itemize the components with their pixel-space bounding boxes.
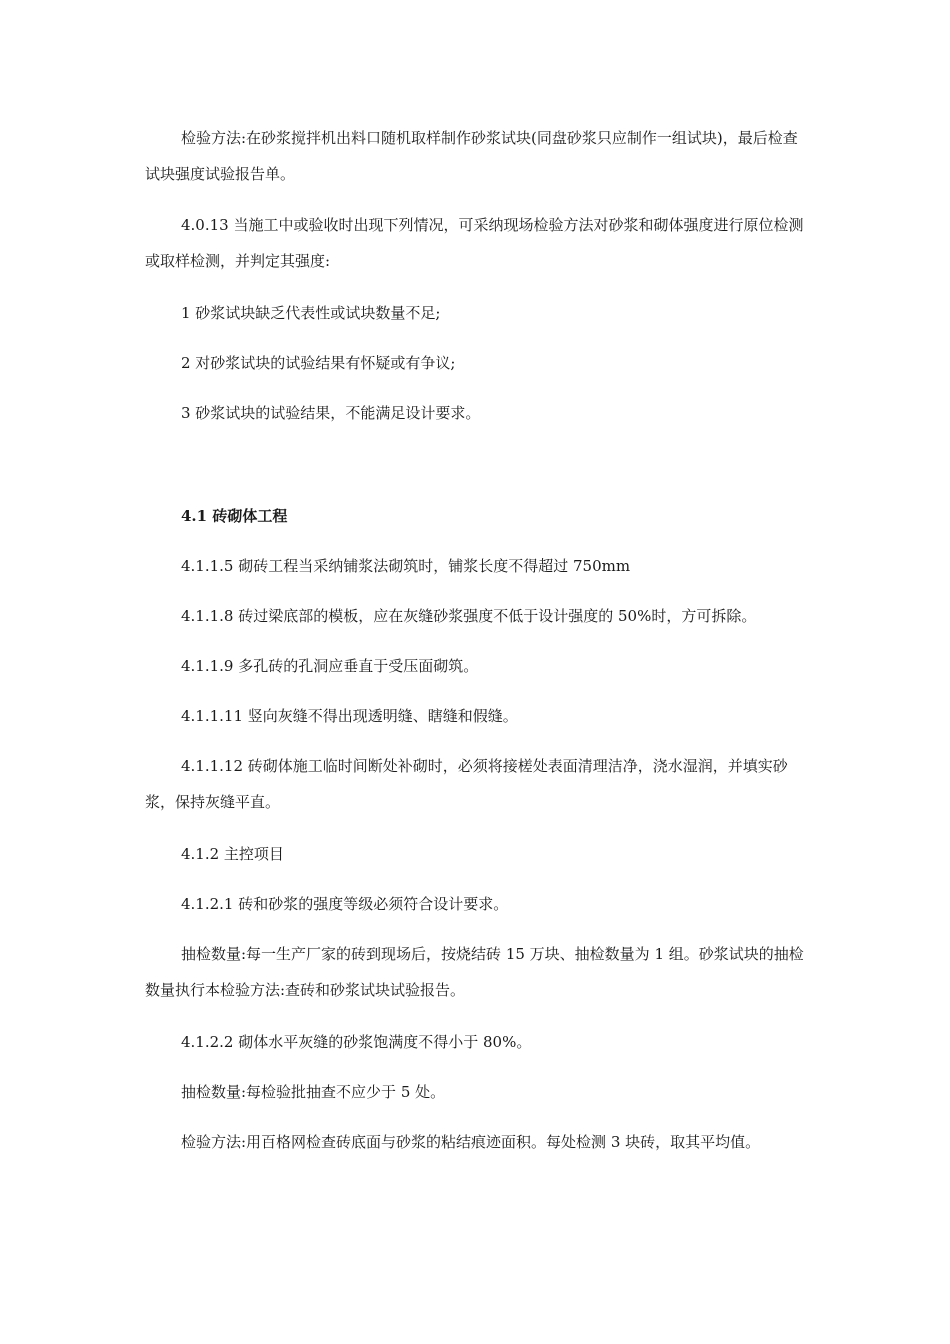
paragraph-4-1-1-8: 4.1.1.8 砖过梁底部的模板，应在灰缝砂浆强度不低于设计强度的 50%时，方可拆除。: [181, 607, 757, 625]
paragraph-inspection-method-1: 检验方法:在砂浆搅拌机出料口随机取样制作砂浆试块(同盘砂浆只应制作一组试块)，最后检查试块强度试验报告单。: [145, 129, 798, 183]
paragraph-list-item-1: 1 砂浆试块缺乏代表性或试块数量不足;: [181, 304, 441, 322]
paragraph-4-1-1-11: 4.1.1.11 竖向灰缝不得出现透明缝、瞎缝和假缝。: [181, 707, 518, 725]
paragraph-sampling-quantity-2: 抽检数量:每检验批抽查不应少于 5 处。: [181, 1083, 446, 1101]
paragraph-4-1-2-1: 4.1.2.1 砖和砂浆的强度等级必须符合设计要求。: [181, 895, 509, 913]
paragraph-list-item-2: 2 对砂浆试块的试验结果有怀疑或有争议;: [181, 354, 456, 372]
paragraph-4-0-13: 4.0.13 当施工中或验收时出现下列情况，可采纳现场检验方法对砂浆和砌体强度进行原位检测或取样检测，并判定其强度:: [145, 216, 804, 270]
paragraph-list-item-3: 3 砂浆试块的试验结果，不能满足设计要求。: [181, 404, 481, 422]
paragraph-4-1-1-5: 4.1.1.5 砌砖工程当采纳铺浆法砌筑时，铺浆长度不得超过 750mm: [181, 557, 631, 575]
paragraph-sampling-quantity-1: 抽检数量:每一生产厂家的砖到现场后，按烧结砖 15 万块、抽检数量为 1 组。砂浆试块的抽检数量执行本检验方法:查砖和砂浆试块试验报告。: [145, 945, 804, 999]
paragraph-inspection-method-2: 检验方法:用百格网检查砖底面与砂浆的粘结痕迹面积。每处检测 3 块砖，取其平均值。: [181, 1133, 761, 1151]
paragraph-4-1-1-9: 4.1.1.9 多孔砖的孔洞应垂直于受压面砌筑。: [181, 657, 479, 675]
paragraph-4-1-1-12: 4.1.1.12 砖砌体施工临时间断处补砌时，必须将接槎处表面清理洁净，浇水湿润，并填实砂浆，保持灰缝平直。: [145, 757, 788, 811]
paragraph-4-1-2-2: 4.1.2.2 砌体水平灰缝的砂浆饱满度不得小于 80%。: [181, 1033, 532, 1051]
section-heading-4-1: 4.1 砖砌体工程: [181, 507, 288, 525]
subheading-4-1-2: 4.1.2 主控项目: [181, 845, 284, 863]
